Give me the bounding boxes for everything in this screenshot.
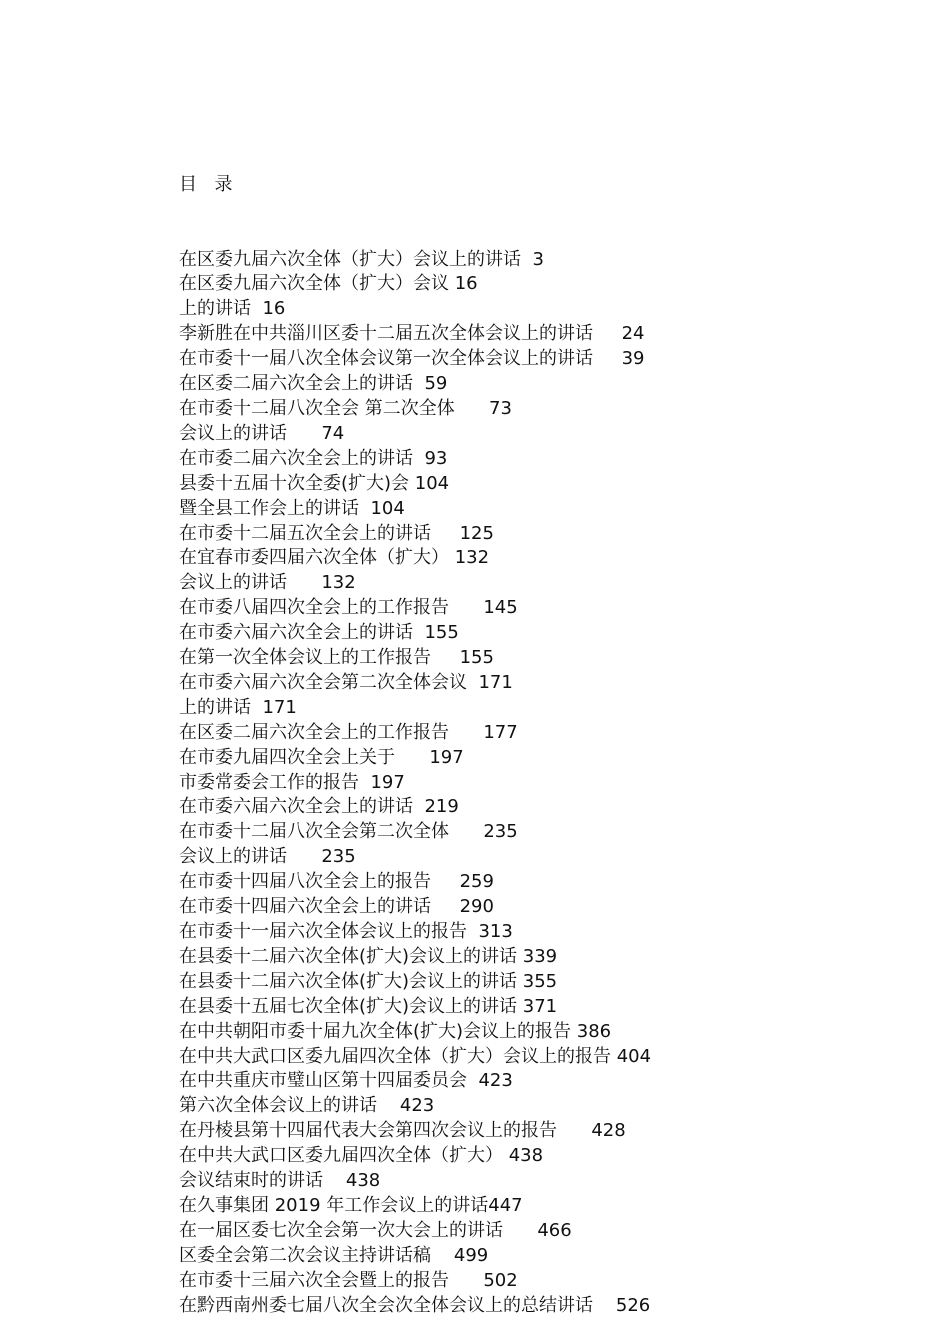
toc-entry: 在市委十四届八次全会上的报告 259: [179, 871, 494, 893]
table-of-contents: [179, 123, 651, 1319]
toc-entry: 在市委十一届六次全体会议上的报告 313: [179, 921, 513, 942]
toc-entry: 在县委十二届六次全体(扩大)会议上的讲话 339: [179, 945, 558, 967]
toc-entry: 在市委十二届八次全会 第二次全体 73: [179, 397, 512, 419]
toc-entry: 在市委八届四次全会上的工作报告 145: [179, 597, 518, 619]
toc-entry: 会议上的讲话 235: [179, 846, 356, 868]
toc-entry: 县委十五届十次全委(扩大)会 104: [179, 472, 450, 494]
toc-entry: 在市委六届六次全会上的讲话 155: [179, 622, 459, 644]
toc-entry: 会议上的讲话 132: [179, 572, 356, 594]
toc-entry: 第六次全体会议上的讲话 423: [179, 1095, 435, 1117]
toc-entry: 在市委十二届八次全会第二次全体 235: [179, 821, 518, 843]
toc-entry: 在中共重庆市璧山区第十四届委员会 423: [179, 1070, 513, 1092]
toc-entry: 在县委十二届六次全体(扩大)会议上的讲话 355: [179, 970, 558, 992]
toc-entry: 在中共大武口区委九届四次全体（扩大） 438: [179, 1145, 544, 1167]
toc-entry: 在一届区委七次全会第一次大会上的讲话 466: [179, 1219, 572, 1241]
toc-entry: 在区委九届六次全体（扩大）会议 16: [179, 273, 478, 295]
toc-entry: 在县委十五届七次全体(扩大)会议上的讲话 371: [179, 995, 558, 1017]
toc-entry: 在市委六届六次全会第二次全体会议 171: [179, 671, 513, 693]
toc-entry: 在市委二届六次全会上的讲话 93: [179, 447, 448, 469]
toc-entry: 在市委十一届八次全体会议第一次全体会议上的讲话 39: [179, 348, 645, 370]
toc-entry: 在第一次全体会议上的工作报告 155: [179, 647, 494, 669]
toc-entry: 暨全县工作会上的讲话 104: [179, 497, 405, 519]
toc-entry: 会议结束时的讲话 438: [179, 1170, 381, 1192]
toc-entry: 上的讲话 171: [179, 696, 297, 718]
toc-entry: 在久事集团 2019 年工作会议上的讲话447: [179, 1194, 523, 1216]
toc-entry: 在黔西南州委七届八次全会次全体会议上的总结讲话 526: [179, 1294, 651, 1316]
toc-entry: 在中共朝阳市委十届九次全体(扩大)会议上的报告 386: [179, 1020, 612, 1042]
toc-entry: 在中共大武口区委九届四次全体（扩大）会议上的报告 404: [179, 1045, 652, 1067]
toc-entry: 上的讲话 16: [179, 298, 286, 320]
toc-title: 目 录: [179, 173, 235, 195]
toc-entry: 在市委十二届五次全会上的讲话 125: [179, 522, 494, 544]
toc-entry: 市委常委会工作的报告 197: [179, 771, 405, 793]
toc-entry: 在市委十四届六次全会上的讲话 290: [179, 896, 494, 918]
toc-entry: 在市委十三届六次全会暨上的报告 502: [179, 1269, 518, 1291]
toc-entry: 在丹棱县第十四届代表大会第四次会议上的报告 428: [179, 1120, 626, 1142]
toc-entry: 李新胜在中共淄川区委十二届五次全体会议上的讲话 24: [179, 323, 645, 345]
toc-entry: 区委全会第二次会议主持讲话稿 499: [179, 1244, 489, 1266]
toc-entry: 在区委九届六次全体（扩大）会议上的讲话 3: [179, 248, 544, 270]
toc-entry: 在市委九届四次全会上关于 197: [179, 746, 464, 768]
toc-entry: 会议上的讲话 74: [179, 422, 345, 444]
toc-entry: 在宜春市委四届六次全体（扩大） 132: [179, 547, 490, 569]
toc-entry: 在市委六届六次全会上的讲话 219: [179, 796, 459, 818]
toc-entry: 在区委二届六次全会上的工作报告 177: [179, 721, 518, 743]
toc-entry: 在区委二届六次全会上的讲话 59: [179, 373, 448, 395]
